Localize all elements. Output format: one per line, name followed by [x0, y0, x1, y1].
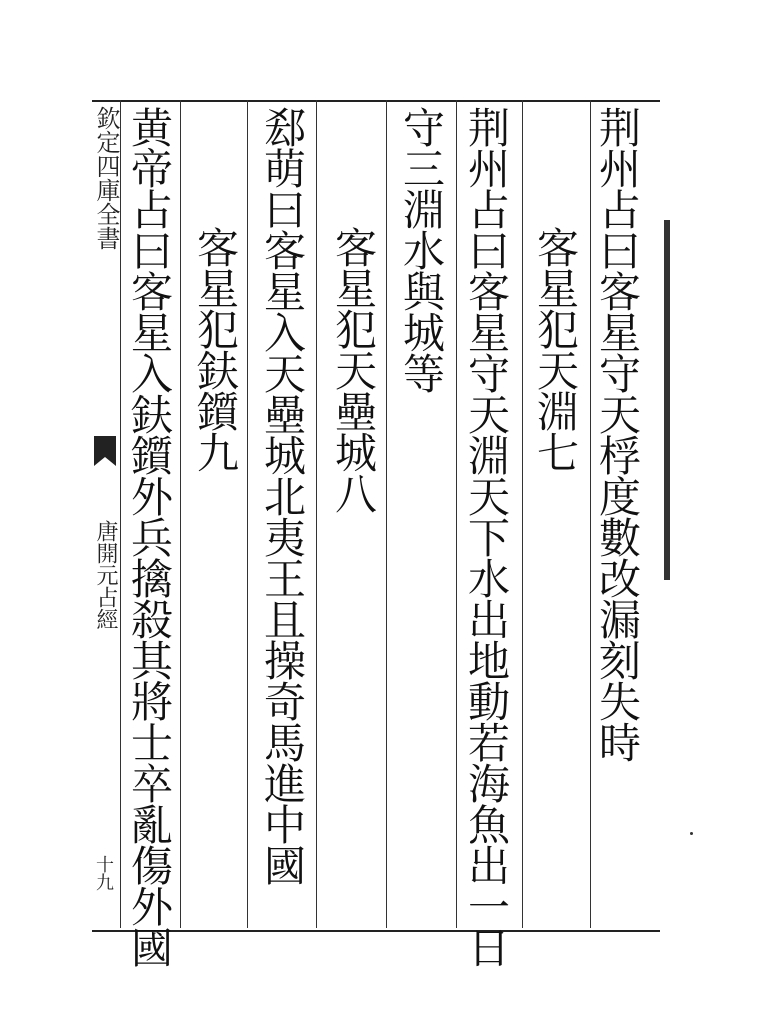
text-column-1: 荆州占曰客星守天桴度數改漏刻失時: [593, 106, 642, 762]
column-rule: [522, 100, 523, 928]
column-rule: [247, 100, 248, 928]
text-column-6: 郄萌曰客星入天壘城北夷王且操奇馬進中國: [258, 106, 307, 885]
page-number: 十九: [93, 855, 114, 891]
column-rule: [456, 100, 457, 928]
page-margin: [92, 100, 120, 928]
column-rule: [180, 100, 181, 928]
fish-tail-mark-icon: [94, 436, 116, 466]
ink-speck: [690, 832, 693, 835]
text-column-3: 荆州占曰客星守天淵天下水出地動若海魚出一日: [462, 106, 511, 967]
column-rule: [386, 100, 387, 928]
text-column-8: 黄帝占曰客星入鈇鑕外兵擒殺其將士卒亂傷外國: [125, 106, 174, 967]
binding-mark: [664, 220, 670, 580]
text-column-4: 守三淵水與城等: [397, 106, 446, 393]
page-frame: [92, 100, 660, 932]
text-column-7: 客星犯鈇鑕九: [191, 226, 240, 472]
text-column-5: 客星犯天壘城八: [329, 226, 378, 513]
collection-title: 欽定四庫全書: [92, 106, 120, 250]
book-title: 唐開元占經: [93, 520, 118, 630]
text-column-2: 客星犯天淵七: [531, 226, 580, 472]
column-rule: [590, 100, 591, 928]
column-rule: [120, 100, 121, 928]
column-rule: [316, 100, 317, 928]
